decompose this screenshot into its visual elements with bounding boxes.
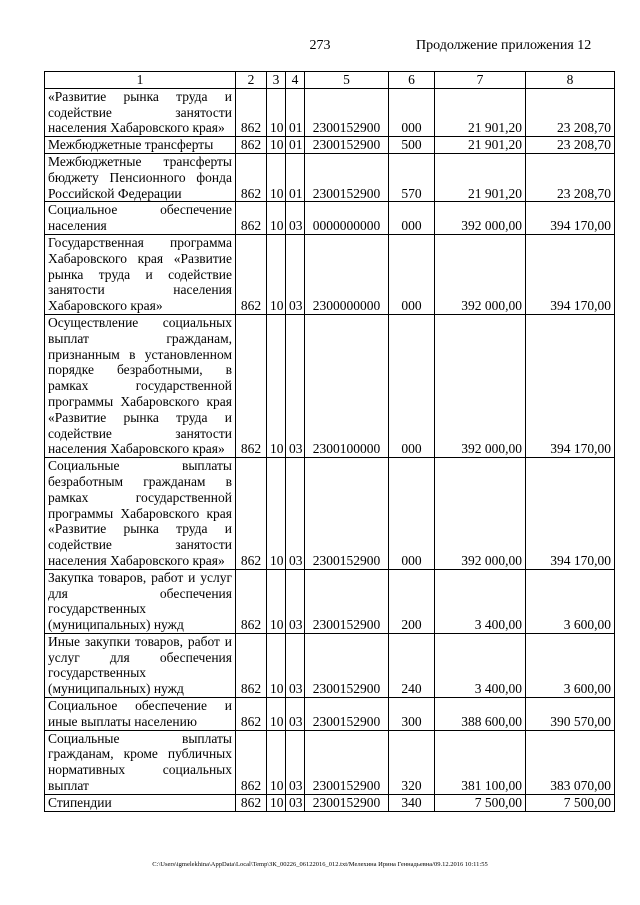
cell-code-3: 10 [267,234,286,314]
cell-amount-7: 3 400,00 [435,633,526,697]
cell-code-2: 862 [236,234,267,314]
file-path-footer: C:\Users\igmelekhina\AppData\Local\Temp\ЗК_00226_06122016_012.txt/Мелехина Ирина Геннадьевна/09.12.2016 10:11:55 [152,861,488,868]
cell-code-2: 862 [236,202,267,235]
cell-amount-8: 3 600,00 [526,633,615,697]
row-name: Государственная программа Хабаровского края «Развитие рынка труда и содействие занятости населения Хабаровского края» [45,234,236,314]
cell-code-4: 03 [286,569,305,633]
continuation-label: Продолжение приложения 12 [416,38,592,53]
cell-code-3: 10 [267,569,286,633]
cell-code-6: 240 [389,633,435,697]
table-row [45,88,615,136]
cell-amount-8: 390 570,00 [526,698,615,731]
cell-code-3: 10 [267,202,286,235]
cell-code-4: 03 [286,794,305,811]
row-name: Иные закупки товаров, работ и услуг для обеспечения государственных (муниципальных) нужд [45,633,236,697]
column-header: 2 [236,72,267,89]
cell-code-4: 03 [286,698,305,731]
cell-amount-7: 3 400,00 [435,569,526,633]
cell-code-4: 03 [286,633,305,697]
cell-code-2: 862 [236,730,267,794]
page-number: 273 [309,38,331,53]
cell-code-2: 862 [236,137,267,154]
cell-amount-8: 3 600,00 [526,569,615,633]
cell-amount-8: 23 208,70 [526,153,615,201]
column-header: 4 [286,72,305,89]
cell-code-6: 000 [389,202,435,235]
table-row [45,794,615,811]
cell-amount-8: 394 170,00 [526,314,615,457]
cell-code-5: 2300152900 [305,458,389,570]
cell-code-6: 000 [389,314,435,457]
cell-code-5: 2300152900 [305,569,389,633]
cell-code-5: 2300000000 [305,234,389,314]
table-row [45,730,615,794]
cell-code-3: 10 [267,730,286,794]
cell-amount-7: 392 000,00 [435,234,526,314]
cell-code-5: 2300152900 [305,137,389,154]
cell-code-5: 2300152900 [305,633,389,697]
cell-code-2: 862 [236,794,267,811]
cell-amount-8: 7 500,00 [526,794,615,811]
row-name: Осуществление социальных выплат гражданам, признанным в установленном порядке безработными, в рамках государственной программы Хабаровского края «Развитие рынка труда и содействие занятости населения Хабаровского края» [45,314,236,457]
cell-code-6: 340 [389,794,435,811]
cell-amount-8: 23 208,70 [526,137,615,154]
cell-code-4: 03 [286,730,305,794]
cell-code-2: 862 [236,569,267,633]
cell-code-6: 000 [389,88,435,136]
cell-amount-7: 7 500,00 [435,794,526,811]
table-row [45,633,615,697]
column-header: 3 [267,72,286,89]
cell-amount-7: 21 901,20 [435,153,526,201]
cell-amount-8: 383 070,00 [526,730,615,794]
column-header: 7 [435,72,526,89]
cell-amount-7: 392 000,00 [435,458,526,570]
row-name: Социальные выплаты безработным гражданам в рамках государственной программы Хабаровского края «Развитие рынка труда и содействие занятости населения Хабаровского края» [45,458,236,570]
cell-amount-8: 394 170,00 [526,202,615,235]
cell-code-3: 10 [267,137,286,154]
row-name: Межбюджетные трансферты [45,137,236,154]
cell-code-4: 03 [286,458,305,570]
table-row [45,202,615,235]
column-header: 1 [45,72,236,89]
cell-code-4: 03 [286,234,305,314]
column-header: 8 [526,72,615,89]
cell-code-4: 03 [286,202,305,235]
cell-code-5: 2300152900 [305,88,389,136]
cell-amount-7: 392 000,00 [435,202,526,235]
row-name: Стипендии [45,794,236,811]
cell-code-2: 862 [236,314,267,457]
cell-amount-7: 388 600,00 [435,698,526,731]
cell-amount-8: 394 170,00 [526,234,615,314]
table-row [45,153,615,201]
cell-code-2: 862 [236,458,267,570]
cell-amount-7: 21 901,20 [435,88,526,136]
cell-code-5: 2300152900 [305,794,389,811]
cell-amount-8: 394 170,00 [526,458,615,570]
row-name: Закупка товаров, работ и услуг для обеспечения государственных (муниципальных) нужд [45,569,236,633]
cell-amount-7: 21 901,20 [435,137,526,154]
cell-code-2: 862 [236,633,267,697]
table-row [45,234,615,314]
row-name: Социальное обеспечение населения [45,202,236,235]
cell-code-3: 10 [267,458,286,570]
cell-code-5: 2300152900 [305,698,389,731]
column-header: 6 [389,72,435,89]
cell-code-2: 862 [236,88,267,136]
cell-code-6: 000 [389,458,435,570]
row-name: «Развитие рынка труда и содействие занятости населения Хабаровского края» [45,88,236,136]
cell-code-4: 01 [286,153,305,201]
cell-amount-7: 381 100,00 [435,730,526,794]
cell-code-5: 2300152900 [305,153,389,201]
table-row [45,137,615,154]
cell-code-6: 570 [389,153,435,201]
cell-code-3: 10 [267,794,286,811]
header-row [45,72,615,89]
column-header: 5 [305,72,389,89]
row-name: Межбюджетные трансферты бюджету Пенсионного фонда Российской Федерации [45,153,236,201]
cell-code-5: 0000000000 [305,202,389,235]
cell-code-3: 10 [267,314,286,457]
cell-code-2: 862 [236,153,267,201]
table-row [45,569,615,633]
table-row [45,314,615,457]
cell-code-3: 10 [267,88,286,136]
row-name: Социальные выплаты гражданам, кроме публичных нормативных социальных выплат [45,730,236,794]
cell-code-6: 300 [389,698,435,731]
cell-code-4: 03 [286,314,305,457]
cell-code-5: 2300152900 [305,730,389,794]
cell-code-4: 01 [286,137,305,154]
cell-code-3: 10 [267,698,286,731]
budget-table [44,71,615,812]
cell-code-6: 000 [389,234,435,314]
cell-code-6: 320 [389,730,435,794]
cell-code-5: 2300100000 [305,314,389,457]
cell-code-4: 01 [286,88,305,136]
cell-code-2: 862 [236,698,267,731]
cell-amount-8: 23 208,70 [526,88,615,136]
table-row [45,698,615,731]
cell-code-3: 10 [267,153,286,201]
row-name: Социальное обеспечение и иные выплаты населению [45,698,236,731]
cell-code-6: 200 [389,569,435,633]
cell-amount-7: 392 000,00 [435,314,526,457]
cell-code-3: 10 [267,633,286,697]
table-row [45,458,615,570]
cell-code-6: 500 [389,137,435,154]
